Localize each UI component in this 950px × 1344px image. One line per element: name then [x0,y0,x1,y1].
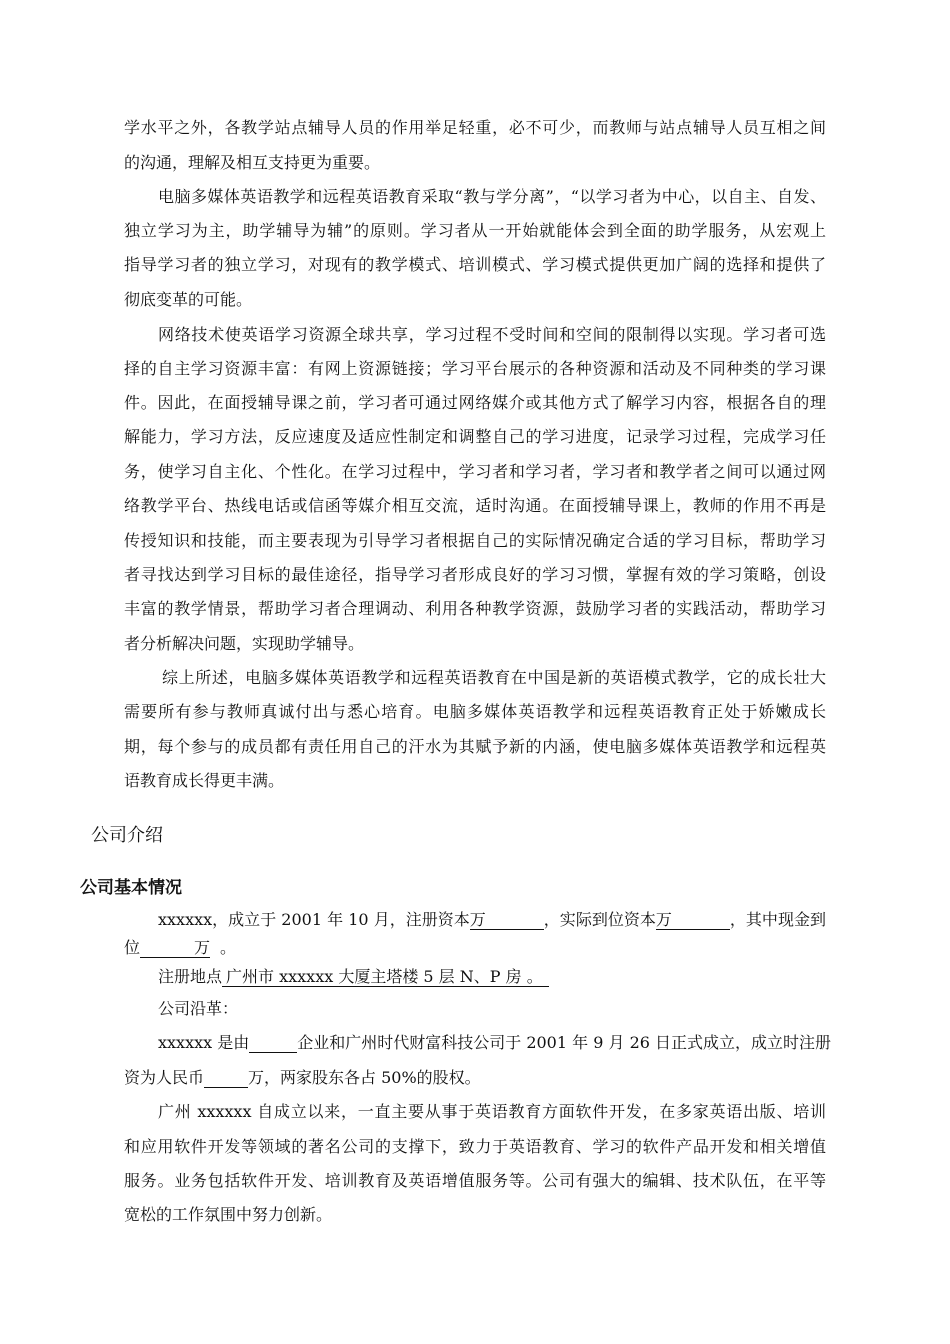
paragraph-line: 需要所有参与教师真诚付出与悉心培育。电脑多媒体英语教学和远程英语教育正处于娇嫩成长 [124,702,826,721]
paragraph-line: 和应用软件开发等领域的著名公司的支撑下，致力于英语教育、学习的软件产品开发和相关增值 [124,1137,826,1156]
cash-capital-blank: 万 [140,938,210,958]
history-line [158,1033,832,1053]
registered-capital-blank: 万 [470,910,544,930]
paragraph-line: 择的自主学习资源丰富：有网上资源链接；学习平台展示的各种资源和活动及不同种类的学习课 [124,359,826,378]
paragraph-line: 传授知识和技能，而主要表现为引导学习者根据自己的实际情况确定合适的学习目标，帮助学习 [124,531,826,550]
cash-capital-line [124,938,236,958]
text-segment: ，实际到位资本 [543,910,656,929]
registered-address-value: 广州市 xxxxxx 大厦主塔楼 5 层 N、P 房 。 [222,967,549,987]
paragraph-line: 语教育成长得更丰满。 [124,771,285,790]
paid-capital-blank: 万 [656,910,730,930]
paragraph-line: 丰富的教学情景，帮助学习者合理调动、利用各种教学资源，鼓励学习者的实践活动，帮助学习 [124,599,826,618]
paragraph-line: 网络技术使英语学习资源全球共享，学习过程不受时间和空间的限制得以实现。学习者可选 [158,325,826,344]
history-line [124,1068,481,1088]
paragraph-line: 务，使学习自主化、个性化。在学习过程中，学习者和学习者，学习者和教学者之间可以通过网 [124,462,826,481]
registered-capital-line [158,910,826,930]
paragraph-line: 服务。业务包括软件开发、培训教育及英语增值服务等。公司有强大的编辑、技术队伍，在平等 [124,1171,826,1190]
subsection-title: 公司基本情况 [80,878,182,898]
paragraph-line: 电脑多媒体英语教学和远程英语教育采取“教与学分离”，“以学习者为中心，以自主、自发、 [158,187,826,206]
section-title: 公司介绍 [91,825,163,846]
paragraph-line: 广州 xxxxxx 自成立以来，一直主要从事于英语教育方面软件开发，在多家英语出版、培训 [158,1102,826,1121]
paragraph-line: 综上所述，电脑多媒体英语教学和远程英语教育在中国是新的英语模式教学，它的成长壮大 [162,668,826,687]
paragraph-line: 件。因此，在面授辅导课之前，学习者可通过网络媒介或其他方式了解学习内容，根据各自的理 [124,393,826,412]
registered-address-label: 注册地点 [158,967,223,986]
text-segment: 企业和广州时代财富科技公司于 2001 年 9 月 26 日正式成立，成立时注册 [297,1033,832,1052]
registered-address-line [158,967,549,987]
paragraph-line: 者分析解决问题，实现助学辅导。 [124,634,365,653]
paragraph-line: 络教学平台、热线电话或信函等媒介相互交流，适时沟通。在面授辅导课上，教师的作用不再是 [124,496,826,515]
paragraph-line: 者寻找达到学习目标的最佳途径，指导学习者形成良好的学习习惯，掌握有效的学习策略，创设 [124,565,826,584]
text-segment: 万，两家股东各占 50%的股权。 [248,1068,481,1087]
text-segment: ，其中现金到 [729,910,826,929]
paragraph-line: 期，每个参与的成员都有责任用自己的汗水为其赋予新的内涵，使电脑多媒体英语教学和远程英 [124,737,826,756]
paragraph-line: 的沟通，理解及相互支持更为重要。 [124,153,381,172]
text-segment: 位 [124,938,141,957]
capital-amount-blank [204,1068,248,1088]
text-segment: 。 [220,938,237,957]
text-segment: xxxxxx，成立于 2001 年 10 月，注册资本 [158,910,470,929]
paragraph-line: 宽松的工作氛围中努力创新。 [124,1205,333,1224]
paragraph-line: 指导学习者的独立学习，对现有的教学模式、培训模式、学习模式提供更加广阔的选择和提供了 [124,255,826,274]
history-label: 公司沿革： [158,999,239,1018]
paragraph-line: 独立学习为主，助学辅导为辅”的原则。学习者从一开始就能体会到全面的助学服务，从宏观上 [124,221,826,240]
paragraph-line: 学水平之外，各教学站点辅导人员的作用举足轻重，必不可少，而教师与站点辅导人员互相之间 [124,118,826,137]
text-segment: 资为人民币 [124,1068,205,1087]
paragraph-line: 解能力，学习方法，反应速度及适应性制定和调整自己的学习进度，记录学习过程，完成学习任 [124,427,826,446]
text-segment: xxxxxx 是由 [158,1033,250,1052]
enterprise-blank [249,1033,297,1053]
paragraph-line: 彻底变革的可能。 [124,290,253,309]
